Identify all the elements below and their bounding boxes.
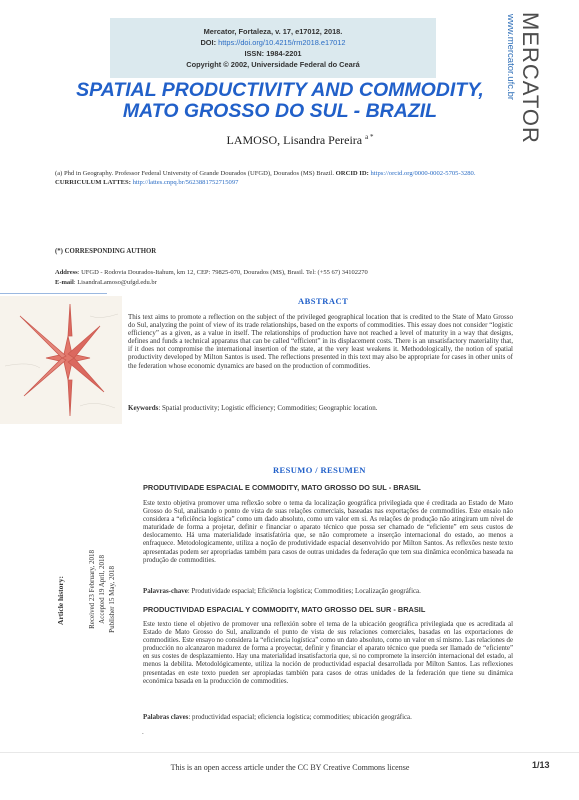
spanish-title: PRODUCTIVIDAD ESPACIAL Y COMMODITY, MATO GROSSO DEL SUR - BRASIL [143,605,426,614]
address-text: : UFGD - Rodovia Dourados-Itahum, km 12, CEP: 79825-070, Dourados (MS), Brasil. Tel: (+55 67) 34102270 [77,269,368,276]
abstract-text: This text aims to promote a reflection on the subject of the privileged geographical location that is credited to the State of Mato Grosso do Sul, analyzing the point of view of its trade relationships, based on the exports of commodities. This essay does not consider “logistic efficiency” as a given, as a value in itself. The relationships of production have not reached a level of maturity in a way that designs, defines and funds a technical apparatus that can be called “efficient” in its displacement costs. There is an unsatisfactory materiality that, if it does not compromise the international insertion of the state, at the very least weakens it. Methodologically, the notion of spatial productivity developed by Milton Santos is used. The reflections presented in this text may also be appropriate for cases in other units of the federation whose economic dynamics are based on the production of commodities. [128,313,513,370]
dot-mark: . [142,728,144,736]
doi-link[interactable]: https://doi.org/10.4215/rm2018.e17012 [218,38,346,47]
address-block [55,268,515,288]
pt-keywords-text: : Produtividade espacial; Eficiência logística; Commodities; Localização geográfica. [187,588,421,595]
doi-label: DOI: [200,38,217,47]
history-received: Received 23 February, 2018 [88,550,96,629]
page-number: 1/13 [532,760,550,770]
history-accepted: Accepted 19 April, 2018 [98,555,106,624]
author-sup: a * [365,133,374,141]
abstract-heading: ABSTRACT [298,296,349,306]
compass-rose-sketch [0,296,122,424]
address-label: Address [55,269,78,276]
orcid-link[interactable]: https://orcid.org/0000-0002-5705-3280. [370,170,476,177]
orcid-label: ORCID ID: [335,170,369,177]
issn: ISSN: 1984-2201 [244,49,302,58]
pt-keywords-label: Palavras-chave [143,588,188,595]
resumo-heading: RESUMO / RESUMEN [273,465,366,475]
portuguese-title: PRODUTIVIDADE ESPACIAL E COMMODITY, MATO GROSSO DO SUL - BRASIL [143,483,421,492]
keywords [128,404,513,412]
history-published: Publisher 15 May, 2018 [108,566,116,633]
affiliation-text: (a) Phd in Geography. Professor Federal University of Grande Dourados (UFGD), Dourados (MS) Brazil. [55,170,335,177]
keywords-text: : Spatial productivity; Logistic efficiency; Commodities; Geographic location. [158,404,378,412]
portuguese-keywords [143,588,513,595]
license-footer: This is an open access article under the CC BY Creative Commons license [170,763,410,772]
article-history-title: Article history: [56,576,65,625]
title-line-2: MATO GROSSO DO SUL - BRAZIL [122,100,438,122]
lattes-link[interactable]: http://lattes.cnpq.br/5623881752715097 [132,179,239,186]
article-title [60,80,500,122]
corresponding-author: (*) CORRESPONDING AUTHOR [55,248,157,255]
doi-line [110,37,436,48]
email-label: E-mail [55,279,74,286]
affiliation [55,169,515,187]
author-name: LAMOSO, Lisandra Pereira [226,133,363,147]
journal-header [110,18,436,78]
brand-url[interactable]: www.mercator.ufc.br [505,14,516,101]
title-line-1: SPATIAL PRODUCTIVITY AND COMMODITY, [76,79,484,101]
es-keywords-label: Palabras claves [143,714,189,721]
journal-citation: Mercator, Fortaleza, v. 17, e17012, 2018. [203,27,343,36]
brand-name: MERCATOR [518,12,543,144]
divider [0,293,107,294]
lattes-label: CURRICULUM LATTES: [55,179,131,186]
keywords-label: Keywords [128,404,159,412]
email-text[interactable]: : LisandraLamoso@ufgd.edu.br [73,279,157,286]
spanish-keywords [143,714,513,721]
es-keywords-text: : productividad espacial; eficiencia logística; commodities; ubicación geográfica. [188,714,412,721]
spanish-abstract: Este texto tiene el objetivo de promover una reflexión sobre el tema de la ubicación geográfica privilegiada que es acreditada al Estado de Mato Grosso do Sul, analizando el punto de vista de sus relaciones comerciales, basadas en las exportaciones de commodities. Este ensayo no considera la “eficiencia logística” como un dato absoluto, como un valor en sí mismo. Las relaciones de producción no alcanzaron madurez de forma a proyectar, definir y financiar el aparato técnico que pueda ser llamado de “eficiente” en sus costes de desplazamiento. Hay una materialidad insatisfactoria que, si no compromete la inserción internacional del estado, al menos la debilita. Metodológicamente, utiliza la noción de productividad espacial desarrollada por Milton Santos. Las reflexiones presentadas en este texto pueden ser apropiadas también para casos de otras unidades de la federación que tiene su dinámica económica basada en la producción de commodities. [143,621,513,685]
author [200,133,400,148]
footer-divider [0,752,579,753]
copyright: Copyright © 2002, Universidade Federal do Ceará [186,60,360,69]
portuguese-abstract: Este texto objetiva promover uma reflexão sobre o tema da localização geográfica privilegiada que é creditada ao Estado de Mato Grosso do Sul, analisando o ponto de vista de suas relações comerciais, baseadas nas exportações de commodities. Este ensaio não considera a “eficiência logística” como um dado absoluto, como um valor em si. As relações de produção não atingiram um nível de maturidade de forma a projetar, definir e financiar o aparato técnico que possa ser chamado de “eficiente” em seus custos de deslocamento. Há uma materialidade insatisfatória que, se não compromete a inserção internacional do estado, ao menos a enfraquece. Metodologicamente, utiliza a noção de produtividade espacial desenvolvido por Milton Santos. As reflexões neste texto apresentadas podem ser apropriadas também para casos de outras unidades da federação que tem sua dinâmica econômica baseada na produção de commodities. [143,500,513,564]
brand-logo [505,0,545,144]
